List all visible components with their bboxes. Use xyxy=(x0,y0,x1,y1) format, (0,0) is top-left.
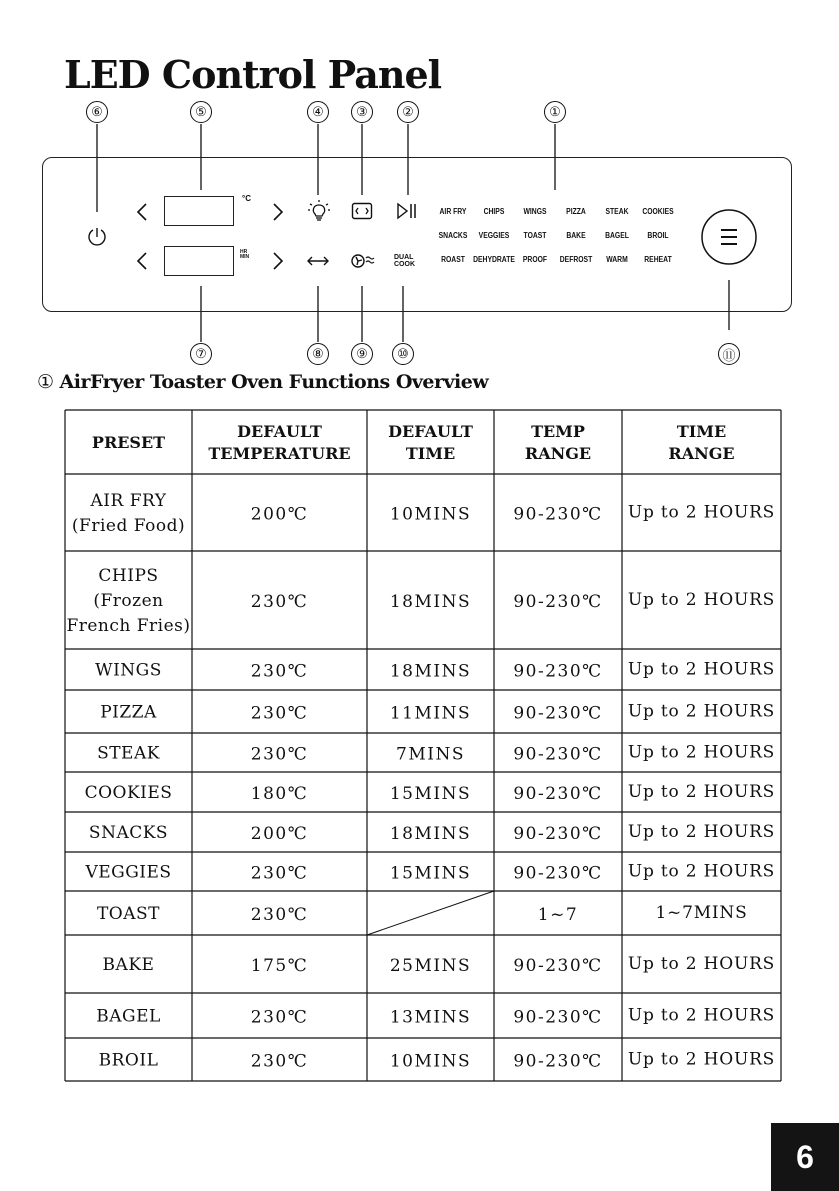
func-snacks[interactable]: SNACKS xyxy=(438,231,468,240)
page-number: 6 xyxy=(771,1123,839,1191)
callout-3: ③ xyxy=(351,101,373,123)
callout-1: ① xyxy=(544,101,566,123)
time-range: Up to 2 HOURS xyxy=(627,822,776,842)
default-temperature: 200℃ xyxy=(250,504,309,525)
section-title: AirFryer Toaster Oven Functions Overview xyxy=(59,371,489,393)
callout-4: ④ xyxy=(307,101,329,123)
default-temperature: 230℃ xyxy=(250,744,309,765)
time-range: Up to 2 HOURS xyxy=(627,590,776,610)
page-title: LED Control Panel xyxy=(64,52,442,97)
callout-8: ⑧ xyxy=(307,343,329,365)
table-header-text: DEFAULT xyxy=(388,422,473,441)
default-temperature: 230℃ xyxy=(250,703,309,724)
preset-name: (Fried Food) xyxy=(71,516,186,536)
callout-9: ⑨ xyxy=(351,343,373,365)
hr-unit: HR xyxy=(240,249,248,255)
func-cookies[interactable]: COOKIES xyxy=(642,207,674,216)
preset-name: WINGS xyxy=(95,660,162,681)
preset-name: STEAK xyxy=(97,743,160,764)
time-range: 1~7MINS xyxy=(655,903,748,923)
func-toast[interactable]: TOAST xyxy=(523,231,547,240)
func-defrost[interactable]: DEFROST xyxy=(559,255,593,264)
table-header-text: TEMPERATURE xyxy=(208,444,351,463)
func-roast[interactable]: ROAST xyxy=(441,255,465,264)
default-time: 18MINS xyxy=(389,824,472,844)
default-temperature: 230℃ xyxy=(250,661,309,682)
temp-range: 90-230℃ xyxy=(513,956,603,976)
default-temperature: 175℃ xyxy=(250,956,309,976)
default-temperature: 230℃ xyxy=(250,905,309,925)
func-dehydrate[interactable]: DEHYDRATE xyxy=(473,255,515,264)
preset-name: BROIL xyxy=(98,1050,159,1071)
preset-name: BAGEL xyxy=(96,1006,161,1027)
table-header-text: TIME xyxy=(676,422,727,441)
func-veggies[interactable]: VEGGIES xyxy=(478,231,510,240)
table-header-text: TIME xyxy=(405,444,456,463)
table-header-text: RANGE xyxy=(524,444,592,463)
time-range: Up to 2 HOURS xyxy=(627,954,776,974)
empty-cell-diagonal xyxy=(367,891,494,935)
time-range: Up to 2 HOURS xyxy=(627,701,776,722)
callout-11: ⑪ xyxy=(718,343,740,365)
default-time: 13MINS xyxy=(389,1007,472,1028)
callout-6: ⑥ xyxy=(86,101,108,123)
preset-name: SNACKS xyxy=(88,823,169,843)
min-unit: MIN xyxy=(240,254,250,260)
temp-range: 90-230℃ xyxy=(513,504,603,525)
time-range: Up to 2 HOURS xyxy=(627,861,776,882)
preset-name: COOKIES xyxy=(84,783,173,803)
time-range: Up to 2 HOURS xyxy=(627,1005,776,1026)
preset-name: AIR FRY xyxy=(90,491,167,511)
default-temperature: 200℃ xyxy=(250,824,309,844)
default-time: 15MINS xyxy=(389,784,472,804)
func-proof[interactable]: PROOF xyxy=(522,255,548,264)
default-time: 11MINS xyxy=(389,703,472,724)
func-wings[interactable]: WINGS xyxy=(523,207,547,216)
time-range: Up to 2 HOURS xyxy=(627,782,776,802)
default-temperature: 180℃ xyxy=(250,784,309,804)
temp-range: 90-230℃ xyxy=(513,661,603,682)
callout-5: ⑤ xyxy=(190,101,212,123)
func-broil[interactable]: BROIL xyxy=(647,231,669,240)
callout-2: ② xyxy=(397,101,419,123)
preset-name: PIZZA xyxy=(100,702,157,723)
table-header-text: TEMP xyxy=(531,422,585,441)
default-temperature: 230℃ xyxy=(250,1051,309,1072)
func-air-fry[interactable]: AIR FRY xyxy=(439,207,467,216)
table-header-text: RANGE xyxy=(668,444,735,463)
func-chips[interactable]: CHIPS xyxy=(483,207,505,216)
preset-name: CHIPS xyxy=(98,566,159,586)
default-time: 10MINS xyxy=(389,504,472,525)
func-warm[interactable]: WARM xyxy=(606,255,628,264)
temp-range: 90-230℃ xyxy=(513,784,603,804)
preset-name: VEGGIES xyxy=(85,862,172,883)
preset-name: French Fries) xyxy=(66,616,191,636)
temp-range: 90-230℃ xyxy=(513,824,603,844)
preset-name: BAKE xyxy=(102,955,155,975)
celsius-unit: °C xyxy=(242,194,251,203)
func-pizza[interactable]: PIZZA xyxy=(566,207,586,216)
section-marker: ① xyxy=(37,371,54,393)
default-temperature: 230℃ xyxy=(250,592,309,612)
default-time: 18MINS xyxy=(389,592,472,612)
table-header-text: DEFAULT xyxy=(237,422,322,441)
default-time: 25MINS xyxy=(389,956,472,976)
dual-cook-label-1: DUAL xyxy=(394,254,414,261)
preset-name: TOAST xyxy=(96,904,161,924)
temp-range: 1~7 xyxy=(537,905,579,925)
default-time: 10MINS xyxy=(389,1051,472,1072)
func-bagel[interactable]: BAGEL xyxy=(605,231,629,240)
temp-range: 90-230℃ xyxy=(513,592,603,612)
time-range: Up to 2 HOURS xyxy=(627,659,776,680)
temp-range: 90-230℃ xyxy=(513,1007,603,1028)
time-range: Up to 2 HOURS xyxy=(627,502,776,523)
default-time: 18MINS xyxy=(389,661,472,682)
default-temperature: 230℃ xyxy=(250,863,309,884)
preset-name: (Frozen xyxy=(93,591,164,611)
default-time: 7MINS xyxy=(396,744,465,765)
callout-10: ⑩ xyxy=(392,343,414,365)
default-temperature: 230℃ xyxy=(250,1007,309,1028)
time-range: Up to 2 HOURS xyxy=(627,742,776,763)
func-bake[interactable]: BAKE xyxy=(566,231,586,240)
temp-range: 90-230℃ xyxy=(513,863,603,884)
temp-range: 90-230℃ xyxy=(513,703,603,724)
table-header-text: PRESET xyxy=(91,433,166,452)
callout-7: ⑦ xyxy=(190,343,212,365)
default-time: 15MINS xyxy=(389,863,472,884)
func-steak[interactable]: STEAK xyxy=(605,207,629,216)
func-reheat[interactable]: REHEAT xyxy=(644,255,672,264)
time-range: Up to 2 HOURS xyxy=(627,1049,776,1070)
temp-range: 90-230℃ xyxy=(513,1051,603,1072)
dual-cook-label-2: COOK xyxy=(394,261,415,268)
temp-range: 90-230℃ xyxy=(513,744,603,765)
